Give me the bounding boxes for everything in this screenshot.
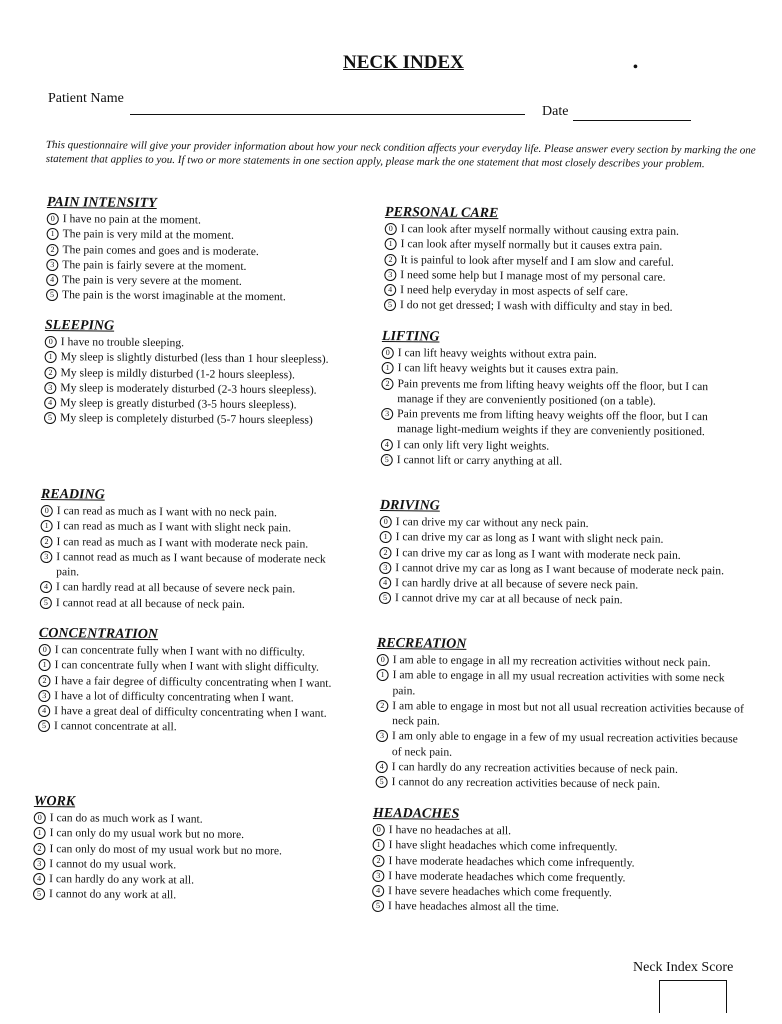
option-number: 0 <box>47 213 59 225</box>
option-text: I can read as much as I want with slight neck pain. <box>56 519 292 535</box>
section-heading: HEADACHES <box>372 806 460 822</box>
option-text: I can concentrate fully when I want with no difficulty. <box>54 643 305 659</box>
option-number: 4 <box>376 761 388 773</box>
option-text: I can hardly do any recreation activities because of neck pain. <box>391 760 678 776</box>
option-number: 0 <box>385 223 397 235</box>
section-heading: WORK <box>33 794 76 810</box>
option-text: I can hardly read at all because of severe neck pain. <box>55 580 296 596</box>
option-text: I can drive my car as long as I want with slight neck pain. <box>395 530 664 547</box>
option-text: My sleep is slightly disturbed (less than 1 hour sleepless). <box>60 350 329 367</box>
option-item[interactable] <box>381 406 721 440</box>
option-text: My sleep is moderately disturbed (2-3 hours sleepless). <box>60 381 317 397</box>
option-text: I cannot read as much as I want because of moderate neck pain. <box>56 550 326 579</box>
option-number: 1 <box>385 238 397 250</box>
option-item[interactable] <box>376 728 746 762</box>
option-number: 3 <box>33 858 45 870</box>
option-number: 5 <box>46 289 58 301</box>
option-text: I am able to engage in all my usual recreation activities with some neck pain. <box>392 668 725 697</box>
option-number: 1 <box>34 827 46 839</box>
option-number: 2 <box>381 378 393 390</box>
option-text: My sleep is completely disturbed (5-7 hours sleepless) <box>59 411 313 428</box>
option-item[interactable] <box>381 376 721 410</box>
option-text: I can read as much as I want with moderate neck pain. <box>56 534 309 551</box>
option-text: I cannot drive my car at all because of neck pain. <box>394 591 623 607</box>
section-heading: CONCENTRATION <box>38 626 159 643</box>
option-number: 0 <box>41 505 53 517</box>
option-text: It is painful to look after myself and I am slow and careful. <box>400 252 674 269</box>
option-number: 1 <box>41 520 53 532</box>
section-driving <box>379 498 735 609</box>
option-number: 4 <box>381 439 393 451</box>
option-item[interactable] <box>46 287 376 305</box>
option-text: I have no trouble sleeping. <box>60 335 185 350</box>
patient-name-field[interactable] <box>130 114 525 115</box>
section-heading: DRIVING <box>379 498 440 514</box>
option-text: I cannot concentrate at all. <box>53 719 177 734</box>
section-heading: SLEEPING <box>44 318 115 334</box>
option-number: 5 <box>40 597 52 609</box>
option-text: I am able to engage in all my recreation activities without neck pain. <box>392 653 711 670</box>
option-text: I have no headaches at all. <box>388 823 512 838</box>
option-text: I need help everyday in most aspects of self care. <box>400 283 629 299</box>
option-number: 1 <box>377 669 389 681</box>
option-number: 4 <box>384 284 396 296</box>
option-number: 2 <box>376 700 388 712</box>
option-number: 4 <box>46 274 58 286</box>
option-text: I need some help but I manage most of my personal care. <box>400 268 666 284</box>
date-field[interactable] <box>573 120 691 121</box>
option-number: 2 <box>46 244 58 256</box>
option-number: 5 <box>44 412 56 424</box>
section-work <box>33 794 364 905</box>
option-item[interactable] <box>381 452 721 471</box>
score-box[interactable] <box>659 980 727 1013</box>
option-item[interactable] <box>379 590 734 609</box>
option-number: 2 <box>33 843 45 855</box>
section-heading: PERSONAL CARE <box>384 205 499 222</box>
date-label: Date <box>542 104 569 119</box>
option-item[interactable] <box>40 549 340 582</box>
option-text: I have a great deal of difficulty concentrating when I want. <box>54 704 327 720</box>
option-text: I cannot read at all because of neck pain. <box>55 595 245 611</box>
option-number: 5 <box>372 900 384 912</box>
option-number: 2 <box>40 536 52 548</box>
section-lifting <box>381 329 722 471</box>
option-text: I cannot do any recreation activities because of neck pain. <box>391 775 661 792</box>
option-text: The pain comes and goes and is moderate. <box>62 242 259 258</box>
option-text: I can look after myself normally but it causes extra pain. <box>400 237 663 253</box>
option-number: 2 <box>379 547 391 559</box>
option-number: 4 <box>44 397 56 409</box>
option-text: I have a fair degree of difficulty concentrating when I want. <box>54 673 332 690</box>
option-text: I do not get dressed; I wash with difficulty and stay in bed. <box>399 298 673 315</box>
option-text: I can read as much as I want with no neck pain. <box>56 504 278 520</box>
option-number: 0 <box>380 516 392 528</box>
option-number: 4 <box>33 873 45 885</box>
option-number: 5 <box>376 776 388 788</box>
option-number: 1 <box>45 351 57 363</box>
option-text: The pain is the worst imaginable at the moment. <box>61 288 286 304</box>
option-text: I can hardly do any work at all. <box>49 872 195 887</box>
option-text: I have a lot of difficulty concentrating when I want. <box>54 689 294 705</box>
option-text: I can lift heavy weights but it causes extra pain. <box>397 361 619 377</box>
score-label: Neck Index Score <box>633 960 734 975</box>
section-recreation <box>376 636 747 793</box>
section-pain-intensity <box>46 195 377 306</box>
option-number: 1 <box>39 659 51 671</box>
option-text: I am only able to engage in a few of my usual recreation activities because of neck pain. <box>391 729 738 759</box>
option-number: 2 <box>384 254 396 266</box>
section-heading: RECREATION <box>376 636 467 652</box>
option-item[interactable] <box>38 718 368 736</box>
section-concentration <box>38 626 369 737</box>
option-item[interactable] <box>44 410 374 428</box>
option-number: 3 <box>376 730 388 742</box>
option-number: 4 <box>379 577 391 589</box>
option-text: I have slight headaches which come infrequently. <box>388 838 618 854</box>
option-text: I can drive my car without any neck pain. <box>395 515 589 531</box>
option-number: 5 <box>384 299 396 311</box>
stray-mark: • <box>633 60 638 75</box>
section-heading: PAIN INTENSITY <box>46 195 157 212</box>
option-number: 0 <box>373 824 385 836</box>
option-number: 4 <box>372 885 384 897</box>
option-number: 3 <box>379 562 391 574</box>
option-text: My sleep is greatly disturbed (3-5 hours sleepless). <box>60 396 297 412</box>
option-text: I have headaches almost all the time. <box>387 899 560 915</box>
section-heading: READING <box>40 487 105 503</box>
page-title: NECK INDEX <box>343 52 464 73</box>
option-text: I can lift heavy weights without extra pain. <box>397 346 597 362</box>
section-heading: LIFTING <box>381 329 440 345</box>
option-text: I cannot drive my car as long as I want because of moderate neck pain. <box>395 561 725 578</box>
option-number: 5 <box>33 888 45 900</box>
option-text: I can hardly drive at all because of severe neck pain. <box>395 576 639 592</box>
option-number: 3 <box>372 870 384 882</box>
option-text: Pain prevents me from lifting heavy weights off the floor, but I can manage if they are conveniently positioned (on a table). <box>397 376 709 408</box>
option-number: 3 <box>38 690 50 702</box>
option-number: 0 <box>34 812 46 824</box>
option-number: 5 <box>379 592 391 604</box>
option-number: 1 <box>380 531 392 543</box>
option-number: 2 <box>44 367 56 379</box>
option-text: I can only do my usual work but no more. <box>49 826 245 842</box>
option-number: 3 <box>40 551 52 563</box>
section-reading <box>40 487 341 613</box>
option-text: I have no pain at the moment. <box>62 212 201 227</box>
option-number: 4 <box>40 581 52 593</box>
option-item[interactable] <box>372 898 702 916</box>
option-number: 4 <box>38 705 50 717</box>
option-text: I cannot lift or carry anything at all. <box>396 453 563 468</box>
option-item[interactable] <box>40 595 340 613</box>
option-number: 2 <box>38 675 50 687</box>
option-text: My sleep is mildly disturbed (1-2 hours sleepless). <box>60 365 295 381</box>
instructions: This questionnaire will give your provider information about how your neck condition affects your everyday life. Please answer every section by marking the one statement that applies to you. If two or more statements in one section apply, please mark the one statement that most closely describes your problem. <box>45 138 756 171</box>
option-item[interactable] <box>384 297 729 316</box>
option-text: I can do as much work as I want. <box>49 811 203 826</box>
section-sleeping <box>44 318 375 429</box>
option-number: 0 <box>377 654 389 666</box>
option-text: The pain is fairly severe at the moment. <box>62 258 247 273</box>
option-number: 1 <box>373 839 385 851</box>
option-item[interactable] <box>376 774 746 793</box>
section-personal-care <box>384 205 730 316</box>
option-text: I have moderate headaches which come frequently. <box>388 869 626 885</box>
option-number: 0 <box>39 644 51 656</box>
option-item[interactable] <box>376 667 746 701</box>
option-text: I have moderate headaches which come infrequently. <box>388 853 635 870</box>
option-text: I can concentrate fully when I want with slight difficulty. <box>54 658 320 674</box>
option-number: 3 <box>384 269 396 281</box>
option-text: I am able to engage in most but not all usual recreation activities because of neck pain. <box>392 699 744 728</box>
option-text: I can only do most of my usual work but no more. <box>49 841 283 857</box>
option-text: The pain is very severe at the moment. <box>62 273 242 289</box>
option-number: 5 <box>38 720 50 732</box>
option-text: I cannot do any work at all. <box>48 887 177 902</box>
option-number: 5 <box>381 454 393 466</box>
option-number: 0 <box>45 336 57 348</box>
option-number: 3 <box>381 408 393 420</box>
option-number: 3 <box>44 382 56 394</box>
option-text: I can look after myself normally without causing extra pain. <box>400 222 679 238</box>
option-text: I can drive my car as long as I want with moderate neck pain. <box>395 545 681 562</box>
option-number: 1 <box>382 362 394 374</box>
option-number: 1 <box>47 228 59 240</box>
option-text: I cannot do my usual work. <box>49 857 177 872</box>
option-text: I can only lift very light weights. <box>396 437 550 453</box>
option-number: 0 <box>382 347 394 359</box>
option-number: 3 <box>46 259 58 271</box>
option-number: 2 <box>372 855 384 867</box>
option-item[interactable] <box>376 698 746 732</box>
option-item[interactable] <box>33 886 363 904</box>
section-headaches <box>372 806 703 917</box>
option-text: Pain prevents me from lifting heavy weights off the floor, but I can manage light-medium weights if they are conveniently positioned. <box>396 407 708 439</box>
patient-name-label: Patient Name <box>48 91 124 106</box>
option-text: I have severe headaches which come frequently. <box>388 884 612 900</box>
option-text: The pain is very mild at the moment. <box>62 227 234 243</box>
